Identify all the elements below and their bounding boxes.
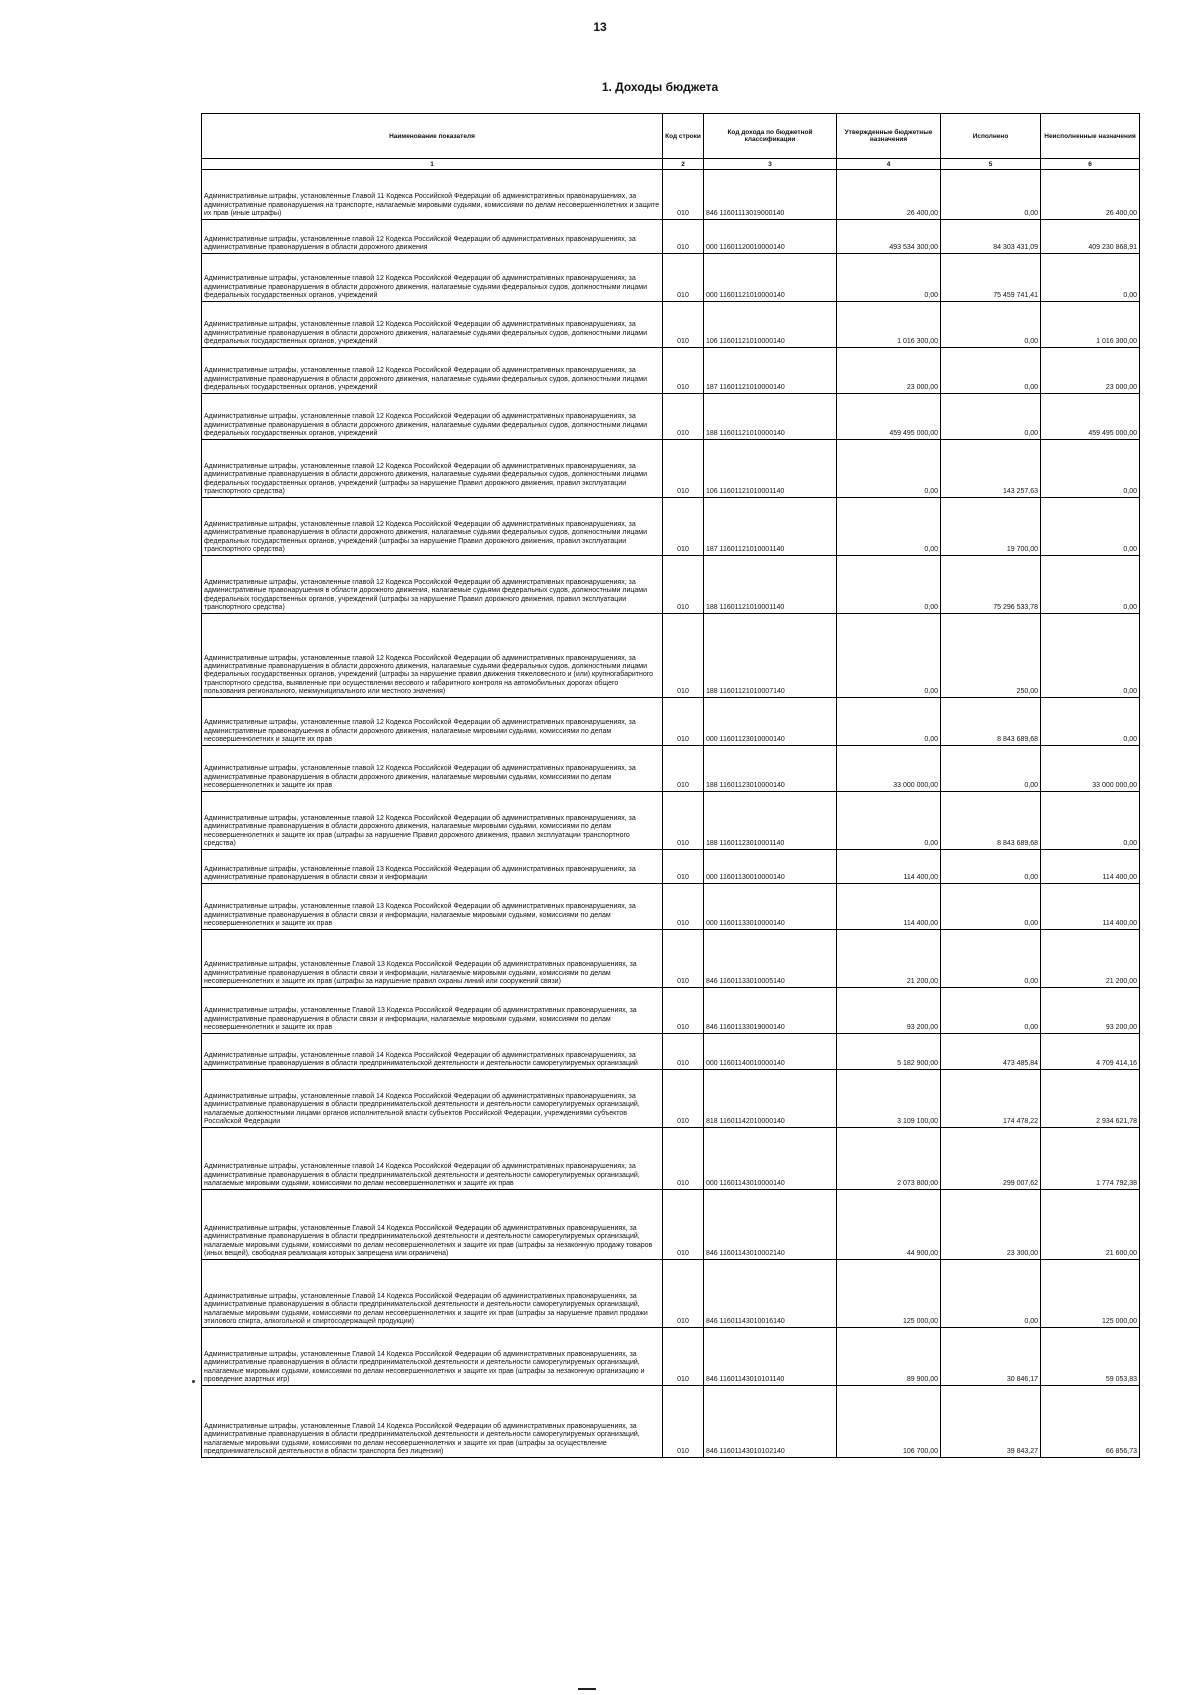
executed-cell: 0,00 xyxy=(941,988,1041,1034)
indicator-name-cell: Административные штрафы, установленные Главой 14 Кодекса Российской Федерации об административных правонарушениях, за административные правонарушения в области предпринимательской деятельности и деятельности саморегулируемых организаций, налагаемые мировыми судьями, комиссиями по делам несовершеннолетних и защите их прав (штрафы за нарушение правил продажи этилового спирта, алкогольной и спиртосодержащей продукции) xyxy=(202,1260,663,1328)
approved-cell: 21 200,00 xyxy=(837,930,941,988)
table-row xyxy=(202,698,1140,746)
income-code-cell: 846 11601133010005140 xyxy=(704,930,837,988)
line-code-cell: 010 xyxy=(663,254,704,302)
table-row xyxy=(202,1328,1140,1386)
unexecuted-cell: 66 856,73 xyxy=(1041,1386,1140,1458)
indicator-name-cell: Административные штрафы, установленные главой 12 Кодекса Российской Федерации об административных правонарушениях, за административные правонарушения в области дорожного движения, налагаемые судьями федеральных судов, должностными лицами федеральных государственных органов, учреждений xyxy=(202,254,663,302)
approved-cell: 44 900,00 xyxy=(837,1190,941,1260)
table-row xyxy=(202,394,1140,440)
executed-cell: 8 843 689,68 xyxy=(941,792,1041,850)
line-code-cell: 010 xyxy=(663,440,704,498)
unexecuted-cell: 33 000 000,00 xyxy=(1041,746,1140,792)
table-row xyxy=(202,614,1140,698)
indicator-name-cell: Административные штрафы, установленные главой 13 Кодекса Российской Федерации об административных правонарушениях, за административные правонарушения в области связи и информации, налагаемые мировыми судьями, комиссиями по делам несовершеннолетних и защите их прав xyxy=(202,884,663,930)
table-row xyxy=(202,254,1140,302)
table-row xyxy=(202,440,1140,498)
line-code-cell: 010 xyxy=(663,394,704,440)
income-code-cell: 846 11601133019000140 xyxy=(704,988,837,1034)
unexecuted-cell: 23 000,00 xyxy=(1041,348,1140,394)
indicator-name-cell: Административные штрафы, установленные главой 12 Кодекса Российской Федерации об административных правонарушениях, за административные правонарушения в области дорожного движения, налагаемые мировыми судьями, комиссиями по делам несовершеннолетних и защите их прав (штрафы за нарушение Правил дорожного движения, правил эксплуатации транспортного средства) xyxy=(202,792,663,850)
indicator-name-cell: Административные штрафы, установленные Главой 13 Кодекса Российской Федерации об административных правонарушениях, за административные правонарушения в области связи и информации, налагаемые мировыми судьями, комиссиями по делам несовершеннолетних и защите их прав (штрафы за нарушение правил охраны линий или сооружений связи) xyxy=(202,930,663,988)
line-code-cell: 010 xyxy=(663,884,704,930)
executed-cell: 0,00 xyxy=(941,884,1041,930)
executed-cell: 250,00 xyxy=(941,614,1041,698)
unexecuted-cell: 459 495 000,00 xyxy=(1041,394,1140,440)
income-code-cell: 187 11601121010001140 xyxy=(704,498,837,556)
column-number: 4 xyxy=(837,159,941,170)
approved-cell: 33 000 000,00 xyxy=(837,746,941,792)
executed-cell: 0,00 xyxy=(941,746,1041,792)
line-code-cell: 010 xyxy=(663,792,704,850)
unexecuted-cell: 0,00 xyxy=(1041,792,1140,850)
executed-cell: 19 700,00 xyxy=(941,498,1041,556)
approved-cell: 114 400,00 xyxy=(837,850,941,884)
approved-cell: 0,00 xyxy=(837,440,941,498)
income-code-cell: 106 11601121010001140 xyxy=(704,440,837,498)
column-number: 1 xyxy=(202,159,663,170)
executed-cell: 8 843 689,68 xyxy=(941,698,1041,746)
indicator-name-cell: Административные штрафы, установленные главой 12 Кодекса Российской Федерации об административных правонарушениях, за административные правонарушения в области дорожного движения, налагаемые судьями федеральных судов, должностными лицами федеральных государственных органов, учреждений (штрафы за нарушение правил движения тяжеловесного и (или) крупногабаритного транспортного средства, выявленные при осуществлении весового и габаритного контроля на автомобильных дорогах общего пользования регионального, межмуниципального или местного значения) xyxy=(202,614,663,698)
line-code-cell: 010 xyxy=(663,746,704,792)
unexecuted-cell: 59 053,83 xyxy=(1041,1328,1140,1386)
income-code-cell: 188 11601121010001140 xyxy=(704,556,837,614)
column-number-row xyxy=(202,159,1140,170)
income-code-cell: 000 11601140010000140 xyxy=(704,1034,837,1070)
approved-cell: 493 534 300,00 xyxy=(837,220,941,254)
income-code-cell: 187 11601121010000140 xyxy=(704,348,837,394)
unexecuted-cell: 2 934 621,78 xyxy=(1041,1070,1140,1128)
line-code-cell: 010 xyxy=(663,1328,704,1386)
executed-cell: 0,00 xyxy=(941,302,1041,348)
executed-cell: 0,00 xyxy=(941,850,1041,884)
executed-cell: 143 257,63 xyxy=(941,440,1041,498)
table-row xyxy=(202,1190,1140,1260)
table-row xyxy=(202,1070,1140,1128)
indicator-name-cell: Административные штрафы, установленные Главой 14 Кодекса Российской Федерации об административных правонарушениях, за административные правонарушения в области предпринимательской деятельности и деятельности саморегулируемых организаций, налагаемые мировыми судьями, комиссиями по делам несовершеннолетних и защите их прав (штрафы за осуществление предпринимательской деятельности в области транспорта без лицензии) xyxy=(202,1386,663,1458)
indicator-name-cell: Административные штрафы, установленные главой 14 Кодекса Российской Федерации об административных правонарушениях, за административные правонарушения в области предпринимательской деятельности и деятельности саморегулируемых организаций, налагаемые мировыми судьями, комиссиями по делам несовершеннолетних и защите их прав xyxy=(202,1128,663,1190)
approved-cell: 0,00 xyxy=(837,254,941,302)
table-row xyxy=(202,1128,1140,1190)
income-code-cell: 188 11601121010007140 xyxy=(704,614,837,698)
indicator-name-cell: Административные штрафы, установленные главой 14 Кодекса Российской Федерации об административных правонарушениях, за административные правонарушения в области предпринимательской деятельности и деятельности саморегулируемых организаций xyxy=(202,1034,663,1070)
table-row xyxy=(202,988,1140,1034)
table-row xyxy=(202,850,1140,884)
unexecuted-cell: 26 400,00 xyxy=(1041,170,1140,220)
line-code-cell: 010 xyxy=(663,988,704,1034)
table-row xyxy=(202,556,1140,614)
line-code-cell: 010 xyxy=(663,1034,704,1070)
indicator-name-cell: Административные штрафы, установленные главой 14 Кодекса Российской Федерации об административных правонарушениях, за административные правонарушения в области предпринимательской деятельности и деятельности саморегулируемых организаций, налагаемые должностными лицами органов исполнительной власти субъектов Российской Федерации, учреждениями субъектов Российской Федерации xyxy=(202,1070,663,1128)
scan-artifact-dot xyxy=(192,1380,195,1383)
header-indicator-name: Наименование показателя xyxy=(202,114,663,159)
executed-cell: 23 300,00 xyxy=(941,1190,1041,1260)
indicator-name-cell: Административные штрафы, установленные главой 12 Кодекса Российской Федерации об административных правонарушениях, за административные правонарушения в области дорожного движения, налагаемые мировыми судьями, комиссиями по делам несовершеннолетних и защите их прав xyxy=(202,698,663,746)
income-code-cell: 818 11601142010000140 xyxy=(704,1070,837,1128)
scan-artifact-mark xyxy=(578,1688,596,1690)
line-code-cell: 010 xyxy=(663,170,704,220)
approved-cell: 1 016 300,00 xyxy=(837,302,941,348)
table-row xyxy=(202,746,1140,792)
unexecuted-cell: 125 000,00 xyxy=(1041,1260,1140,1328)
unexecuted-cell: 114 400,00 xyxy=(1041,850,1140,884)
income-code-cell: 188 11601123010000140 xyxy=(704,746,837,792)
executed-cell: 75 296 533,78 xyxy=(941,556,1041,614)
income-code-cell: 000 11601143010000140 xyxy=(704,1128,837,1190)
approved-cell: 23 000,00 xyxy=(837,348,941,394)
income-code-cell: 846 11601143010102140 xyxy=(704,1386,837,1458)
unexecuted-cell: 0,00 xyxy=(1041,498,1140,556)
line-code-cell: 010 xyxy=(663,1260,704,1328)
income-code-cell: 000 11601120010000140 xyxy=(704,220,837,254)
income-code-cell: 846 11601143010002140 xyxy=(704,1190,837,1260)
table-row xyxy=(202,1386,1140,1458)
income-code-cell: 106 11601121010000140 xyxy=(704,302,837,348)
approved-cell: 106 700,00 xyxy=(837,1386,941,1458)
approved-cell: 3 109 100,00 xyxy=(837,1070,941,1128)
unexecuted-cell: 21 200,00 xyxy=(1041,930,1140,988)
approved-cell: 2 073 800,00 xyxy=(837,1128,941,1190)
column-number: 6 xyxy=(1041,159,1140,170)
table-row xyxy=(202,220,1140,254)
table-row xyxy=(202,498,1140,556)
line-code-cell: 010 xyxy=(663,850,704,884)
approved-cell: 0,00 xyxy=(837,792,941,850)
table-row xyxy=(202,1034,1140,1070)
income-code-cell: 846 11601113019000140 xyxy=(704,170,837,220)
unexecuted-cell: 21 600,00 xyxy=(1041,1190,1140,1260)
executed-cell: 75 459 741,41 xyxy=(941,254,1041,302)
line-code-cell: 010 xyxy=(663,1190,704,1260)
header-unexecuted: Неисполненные назначения xyxy=(1041,114,1140,159)
table-row xyxy=(202,1260,1140,1328)
line-code-cell: 010 xyxy=(663,348,704,394)
income-code-cell: 000 11601123010000140 xyxy=(704,698,837,746)
executed-cell: 0,00 xyxy=(941,1260,1041,1328)
section-title: 1. Доходы бюджета xyxy=(601,80,719,94)
column-number: 3 xyxy=(704,159,837,170)
approved-cell: 459 495 000,00 xyxy=(837,394,941,440)
table-header-row xyxy=(202,114,1140,159)
unexecuted-cell: 0,00 xyxy=(1041,698,1140,746)
table-row xyxy=(202,170,1140,220)
indicator-name-cell: Административные штрафы, установленные главой 12 Кодекса Российской Федерации об административных правонарушениях, за административные правонарушения в области дорожного движения, налагаемые судьями федеральных судов, должностными лицами федеральных государственных органов, учреждений xyxy=(202,302,663,348)
indicator-name-cell: Административные штрафы, установленные главой 13 Кодекса Российской Федерации об административных правонарушениях, за административные правонарушения в области связи и информации xyxy=(202,850,663,884)
unexecuted-cell: 0,00 xyxy=(1041,614,1140,698)
unexecuted-cell: 4 709 414,16 xyxy=(1041,1034,1140,1070)
executed-cell: 30 846,17 xyxy=(941,1328,1041,1386)
line-code-cell: 010 xyxy=(663,220,704,254)
line-code-cell: 010 xyxy=(663,698,704,746)
table-row xyxy=(202,930,1140,988)
line-code-cell: 010 xyxy=(663,1386,704,1458)
line-code-cell: 010 xyxy=(663,302,704,348)
executed-cell: 39 843,27 xyxy=(941,1386,1041,1458)
approved-cell: 26 400,00 xyxy=(837,170,941,220)
unexecuted-cell: 409 230 868,91 xyxy=(1041,220,1140,254)
line-code-cell: 010 xyxy=(663,614,704,698)
column-number: 2 xyxy=(663,159,704,170)
table-row xyxy=(202,884,1140,930)
executed-cell: 84 303 431,09 xyxy=(941,220,1041,254)
budget-income-table xyxy=(201,113,1140,1458)
income-code-cell: 000 11601121010000140 xyxy=(704,254,837,302)
table-body xyxy=(202,170,1140,1458)
income-code-cell: 000 11601133010000140 xyxy=(704,884,837,930)
page-number: 13 xyxy=(593,20,607,34)
unexecuted-cell: 93 200,00 xyxy=(1041,988,1140,1034)
executed-cell: 299 007,62 xyxy=(941,1128,1041,1190)
indicator-name-cell: Административные штрафы, установленные Главой 11 Кодекса Российской Федерации об административных правонарушениях, за административные правонарушения на транспорте, налагаемые мировыми судьями, комиссиями по делам несовершеннолетних и защите их прав (иные штрафы) xyxy=(202,170,663,220)
indicator-name-cell: Административные штрафы, установленные главой 12 Кодекса Российской Федерации об административных правонарушениях, за административные правонарушения в области дорожного движения, налагаемые судьями федеральных судов, должностными лицами федеральных государственных органов, учреждений (штрафы за нарушение Правил дорожного движения, правил эксплуатации транспортного средства) xyxy=(202,440,663,498)
table-row xyxy=(202,792,1140,850)
approved-cell: 0,00 xyxy=(837,556,941,614)
approved-cell: 114 400,00 xyxy=(837,884,941,930)
indicator-name-cell: Административные штрафы, установленные Главой 13 Кодекса Российской Федерации об административных правонарушениях, за административные правонарушения в области связи и информации, налагаемые мировыми судьями, комиссиями по делам несовершеннолетних и защите их прав xyxy=(202,988,663,1034)
approved-cell: 0,00 xyxy=(837,698,941,746)
indicator-name-cell: Административные штрафы, установленные главой 12 Кодекса Российской Федерации об административных правонарушениях, за административные правонарушения в области дорожного движения, налагаемые судьями федеральных судов, должностными лицами федеральных государственных органов, учреждений (штрафы за нарушение Правил дорожного движения, правил эксплуатации транспортного средства) xyxy=(202,498,663,556)
indicator-name-cell: Административные штрафы, установленные главой 12 Кодекса Российской Федерации об административных правонарушениях, за административные правонарушения в области дорожного движения, налагаемые мировыми судьями, комиссиями по делам несовершеннолетних и защите их прав xyxy=(202,746,663,792)
executed-cell: 0,00 xyxy=(941,348,1041,394)
table-row xyxy=(202,348,1140,394)
income-code-cell: 846 11601143010016140 xyxy=(704,1260,837,1328)
header-approved: Утвержденные бюджетные назначения xyxy=(837,114,941,159)
line-code-cell: 010 xyxy=(663,930,704,988)
executed-cell: 174 478,22 xyxy=(941,1070,1041,1128)
indicator-name-cell: Административные штрафы, установленные главой 12 Кодекса Российской Федерации об административных правонарушениях, за административные правонарушения в области дорожного движения, налагаемые судьями федеральных судов, должностными лицами федеральных государственных органов, учреждений xyxy=(202,348,663,394)
income-code-cell: 846 11601143010101140 xyxy=(704,1328,837,1386)
line-code-cell: 010 xyxy=(663,556,704,614)
header-executed: Исполнено xyxy=(941,114,1041,159)
income-code-cell: 000 11601130010000140 xyxy=(704,850,837,884)
indicator-name-cell: Административные штрафы, установленные Главой 14 Кодекса Российской Федерации об административных правонарушениях, за административные правонарушения в области предпринимательской деятельности и деятельности саморегулируемых организаций, налагаемые мировыми судьями, комиссиями по делам несовершеннолетних и защите их прав (штрафы за незаконную продажу товаров (иных вещей), свободная реализация которых запрещена или ограничена) xyxy=(202,1190,663,1260)
indicator-name-cell: Административные штрафы, установленные главой 12 Кодекса Российской Федерации об административных правонарушениях, за административные правонарушения в области дорожного движения xyxy=(202,220,663,254)
unexecuted-cell: 114 400,00 xyxy=(1041,884,1140,930)
indicator-name-cell: Административные штрафы, установленные главой 12 Кодекса Российской Федерации об административных правонарушениях, за административные правонарушения в области дорожного движения, налагаемые судьями федеральных судов, должностными лицами федеральных государственных органов, учреждений (штрафы за нарушение Правил дорожного движения, правил эксплуатации транспортного средства) xyxy=(202,556,663,614)
line-code-cell: 010 xyxy=(663,498,704,556)
approved-cell: 89 900,00 xyxy=(837,1328,941,1386)
header-income-code: Код дохода по бюджетной классификации xyxy=(704,114,837,159)
executed-cell: 0,00 xyxy=(941,170,1041,220)
unexecuted-cell: 0,00 xyxy=(1041,556,1140,614)
income-code-cell: 188 11601123010001140 xyxy=(704,792,837,850)
approved-cell: 93 200,00 xyxy=(837,988,941,1034)
unexecuted-cell: 1 016 300,00 xyxy=(1041,302,1140,348)
header-line-code: Код строки xyxy=(663,114,704,159)
executed-cell: 473 485,84 xyxy=(941,1034,1041,1070)
indicator-name-cell: Административные штрафы, установленные главой 12 Кодекса Российской Федерации об административных правонарушениях, за административные правонарушения в области дорожного движения, налагаемые судьями федеральных судов, должностными лицами федеральных государственных органов, учреждений xyxy=(202,394,663,440)
column-number: 5 xyxy=(941,159,1041,170)
executed-cell: 0,00 xyxy=(941,394,1041,440)
line-code-cell: 010 xyxy=(663,1070,704,1128)
table-row xyxy=(202,302,1140,348)
executed-cell: 0,00 xyxy=(941,930,1041,988)
approved-cell: 0,00 xyxy=(837,498,941,556)
unexecuted-cell: 0,00 xyxy=(1041,440,1140,498)
approved-cell: 125 000,00 xyxy=(837,1260,941,1328)
approved-cell: 0,00 xyxy=(837,614,941,698)
line-code-cell: 010 xyxy=(663,1128,704,1190)
indicator-name-cell: Административные штрафы, установленные Главой 14 Кодекса Российской Федерации об административных правонарушениях, за административные правонарушения в области предпринимательской деятельности и деятельности саморегулируемых организаций, налагаемые мировыми судьями, комиссиями по делам несовершеннолетних и защите их прав (штрафы за незаконную организацию и проведение азартных игр) xyxy=(202,1328,663,1386)
unexecuted-cell: 1 774 792,38 xyxy=(1041,1128,1140,1190)
approved-cell: 5 182 900,00 xyxy=(837,1034,941,1070)
income-code-cell: 188 11601121010000140 xyxy=(704,394,837,440)
unexecuted-cell: 0,00 xyxy=(1041,254,1140,302)
